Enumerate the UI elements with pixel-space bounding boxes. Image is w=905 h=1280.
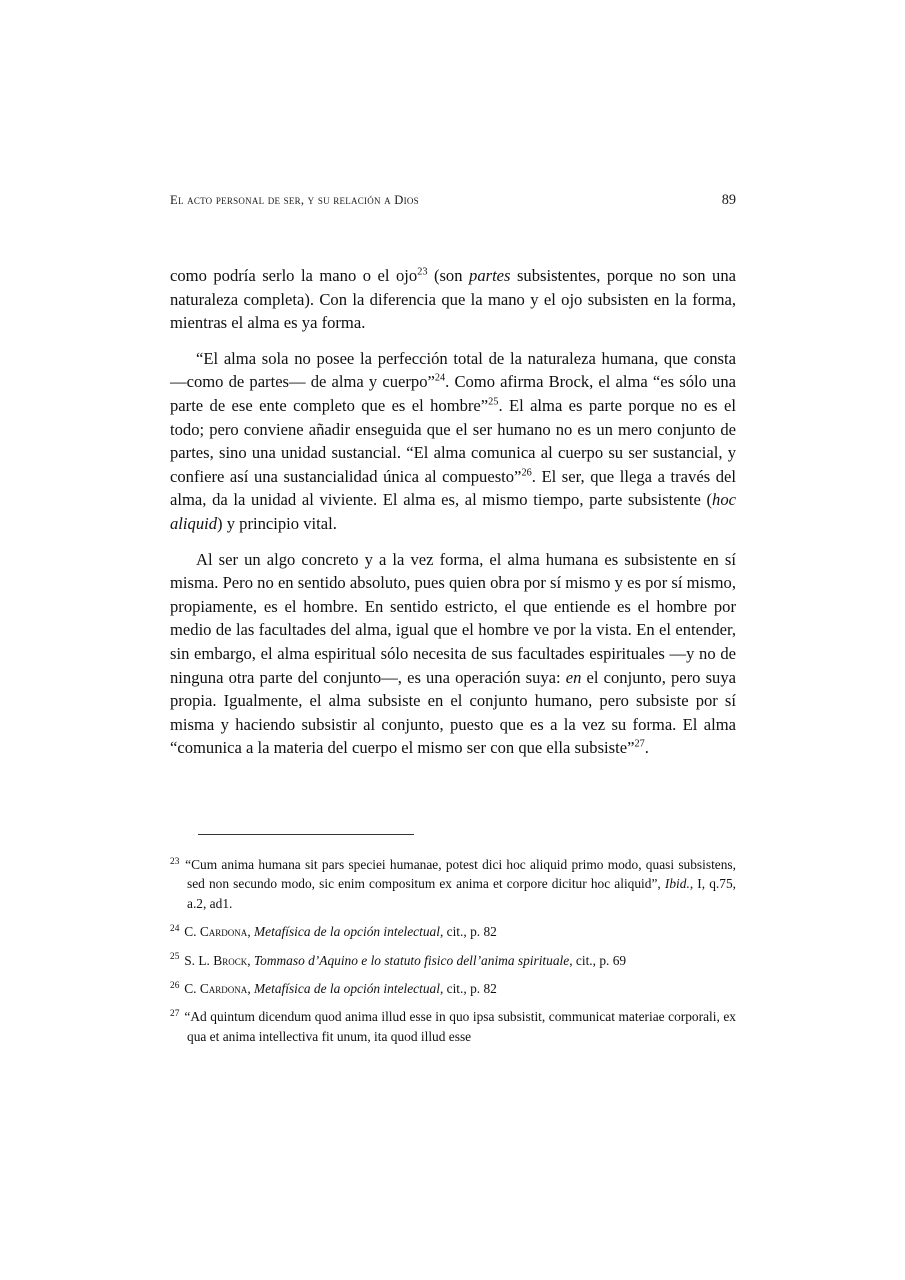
text-run: (son	[427, 266, 470, 285]
text-run: , cit., p. 82	[439, 924, 497, 940]
italic-text: Tommaso d’Aquino e lo statuto fisico dell’anima spirituale	[253, 952, 570, 968]
text-run: como podría serlo la mano o el ojo	[170, 266, 418, 285]
small-caps-name: Brock	[213, 952, 248, 968]
footnote-marker[interactable]: 25	[170, 952, 180, 963]
text-run: C.	[184, 924, 200, 940]
footnote-separator-rule	[198, 834, 414, 835]
text-run: , cit., p. 69	[569, 952, 627, 968]
footnote-item	[170, 1007, 736, 1046]
footnote-marker[interactable]: 26	[170, 980, 180, 991]
small-caps-name: Cardona	[199, 924, 248, 940]
text-run: ) y principio vital.	[217, 513, 337, 533]
footnote-marker[interactable]: 27	[170, 1008, 180, 1019]
footnote-reference[interactable]: 23	[417, 266, 428, 278]
running-head	[170, 192, 736, 209]
footnote-list	[170, 855, 736, 1046]
text-run: ,	[247, 952, 254, 968]
footnote-reference[interactable]: 25	[488, 396, 499, 408]
text-run: C.	[184, 981, 200, 997]
page-number: 89	[721, 192, 736, 208]
footnote-reference[interactable]: 26	[521, 467, 532, 479]
text-run: ,	[247, 981, 255, 997]
italic-text: hoc aliquid	[170, 490, 736, 533]
text-run: “Cum anima humana sit pars speciei humanae, potest dici hoc aliquid primo modo, quasi subsistens, sed non secundo modo, sic enim compositum ex anima et corpore dicitur hoc aliquid”,	[185, 857, 736, 892]
small-caps-name: Cardona	[199, 981, 248, 997]
text-run: . El alma es parte porque no es el todo; pero conviene añadir enseguida que el ser humano no es un mero conjunto de partes, sino una unidad sustancial. “El alma comunica al cuerpo su ser sustancial, y confiere así una sustancialidad única al compuesto”	[170, 395, 736, 486]
body-paragraph	[170, 347, 736, 536]
text-run: el conjunto, pero suya propia. Igualmente, el alma subsiste en el conjunto humano, pero subsiste por sí misma y haciendo subsistir al conjunto, puesto que es a la vez su forma. El alma “comunica a la materia del cuerpo el mismo ser con que ella subsiste”	[170, 667, 736, 758]
text-run: ,	[247, 924, 255, 940]
body-text	[170, 264, 736, 760]
text-run: . El ser, que llega a través del alma, da la unidad al viviente. El alma es, al mismo tiempo, parte subsistente (	[170, 466, 737, 510]
footnote-marker[interactable]: 23	[170, 856, 180, 867]
footnote-item	[170, 922, 736, 941]
italic-text: Metafísica de la opción intelectual	[254, 924, 440, 940]
body-paragraph	[170, 548, 736, 760]
running-head-title: El acto personal de ser, y su relación a Dios	[170, 193, 419, 207]
text-run: subsistentes, porque no son una naturaleza completa). Con la diferencia que la mano y el ojo subsisten en la forma, mientras el alma es ya forma.	[170, 266, 737, 333]
footnote-reference[interactable]: 24	[434, 372, 446, 384]
body-paragraph	[170, 264, 736, 335]
footnote-item	[170, 979, 736, 998]
italic-text: partes	[469, 266, 511, 285]
text-run: , cit., p. 82	[439, 981, 497, 997]
italic-text: Metafísica de la opción intelectual	[254, 981, 440, 997]
text-run: , I, q.75, a.2, ad1.	[187, 876, 736, 911]
text-run: “El alma sola no posee la perfección total de la naturaleza humana, que consta —como de partes— de alma y cuerpo”	[170, 348, 736, 392]
text-run: “Ad quintum dicendum quod anima illud esse in quo ipsa subsistit, communicat materiae corporali, ex qua et anima intellectiva fit unum, ita quod illud esse	[184, 1009, 736, 1044]
footnote-reference[interactable]: 27	[634, 738, 645, 750]
text-run: Al ser un algo concreto y a la vez forma, el alma humana es subsistente en sí misma. Pero no en sentido absoluto, pues quien obra por sí mismo y es por sí mismo, propiamente, es el hombre. En sentido estricto, el que entiende es el hombre por medio de las facultades del alma, igual que el hombre ve por la vista. En el entender, sin embargo, el alma espiritual sólo necesita de sus facultades espirituales —y no de ninguna otra parte del conjunto—, es una operación suya:	[170, 549, 736, 687]
text-run: S. L.	[184, 952, 214, 968]
footnote-marker[interactable]: 24	[170, 923, 180, 934]
italic-text: en	[565, 667, 582, 687]
italic-text: Ibid.	[664, 876, 690, 892]
footnote-item	[170, 951, 736, 970]
text-run: . Como afirma Brock, el alma “es sólo una parte de ese ente completo que es el hombre”	[170, 372, 736, 415]
footnote-item	[170, 855, 736, 913]
text-run: .	[644, 738, 649, 758]
